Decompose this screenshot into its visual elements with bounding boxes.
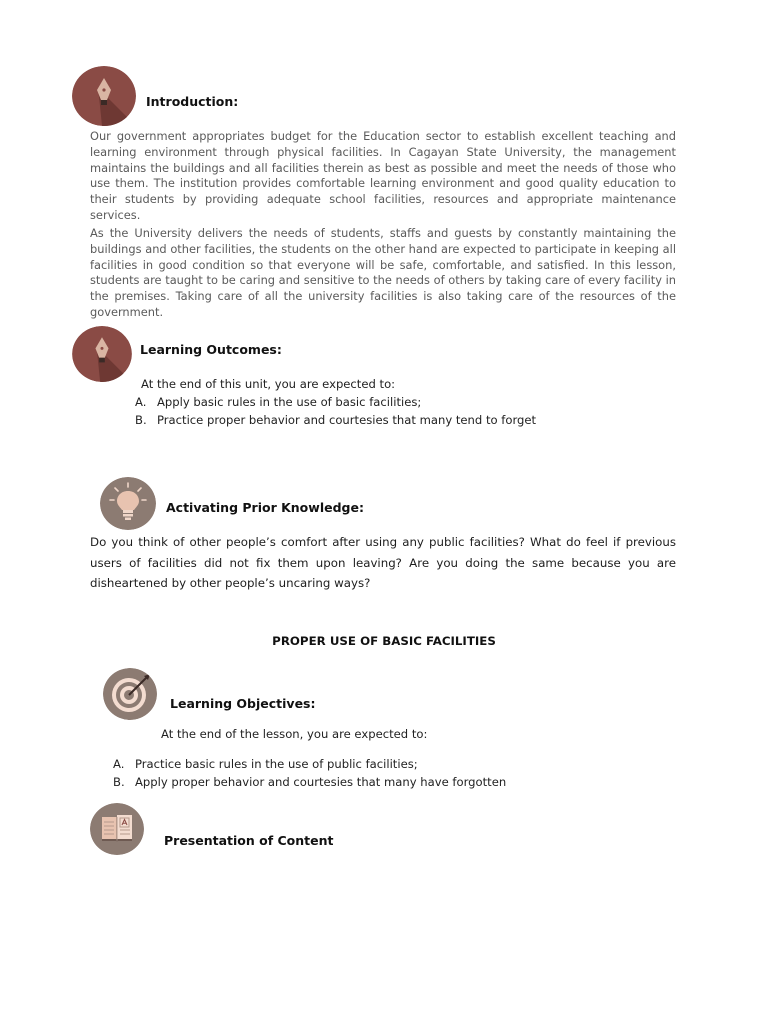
target-icon: [103, 668, 157, 720]
fountain-pen-icon: [72, 326, 132, 382]
learning-objectives-list: [113, 755, 506, 791]
introduction-icon-badge: [72, 66, 136, 126]
learning-outcomes-list: [135, 393, 536, 429]
learning-outcomes-icon-badge: [72, 326, 132, 382]
prior-knowledge-paragraph: Do you think of other people’s comfort after using any public facilities? What do feel if previous users of facilities did not fix them upon leaving? Are you doing the same because you are disheartened by other people’s uncaring ways?: [90, 535, 676, 590]
section-title: PROPER USE OF BASIC FACILITIES: [272, 634, 496, 648]
list-item: A. Apply basic rules in the use of basic facilities;: [135, 395, 422, 409]
learning-outcomes-heading: Learning Outcomes:: [140, 342, 282, 357]
fountain-pen-icon: [72, 66, 136, 126]
prior-knowledge-icon-badge: [100, 477, 156, 530]
learning-objectives-heading: Learning Objectives:: [170, 696, 316, 711]
lightbulb-icon: [100, 477, 156, 530]
presentation-heading: Presentation of Content: [164, 833, 334, 848]
presentation-icon-badge: [90, 803, 144, 855]
learning-objectives-icon-badge: [103, 668, 157, 720]
list-item: A. Practice basic rules in the use of public facilities;: [113, 757, 418, 771]
introduction-heading: Introduction:: [146, 94, 239, 109]
learning-outcomes-intro: At the end of this unit, you are expected to:: [141, 377, 396, 391]
list-item: B. Practice proper behavior and courtesies that many tend to forget: [135, 413, 537, 427]
learning-objectives-intro: At the end of the lesson, you are expected to:: [161, 727, 428, 741]
prior-knowledge-heading: Activating Prior Knowledge:: [166, 500, 364, 515]
introduction-paragraph-2: As the University delivers the needs of students, staffs and guests by constantly maintaining the buildings and other facilities, the students on the other hand are expected to participate in keeping all facilities in good condition so that everyone will be safe, comfortable, and satisfied. In this lesson, students are taught to be caring and sensitive to the needs of others by taking care of every facility in the premises. Taking care of all the university facilities is also taking care of the resources of the government.: [90, 226, 676, 319]
open-book-icon: [90, 803, 144, 855]
introduction-paragraph-1: Our government appropriates budget for the Education sector to establish excellent teaching and learning environment through physical facilities. In Cagayan State University, the management maintains the buildings and all facilities therein as best as possible and meet the needs of those who use them. The institution provides comfortable learning environment and good quality education to their students by providing adequate school facilities, resources and appropriate maintenance services.: [90, 129, 676, 222]
list-item: B. Apply proper behavior and courtesies that many have forgotten: [113, 775, 507, 789]
